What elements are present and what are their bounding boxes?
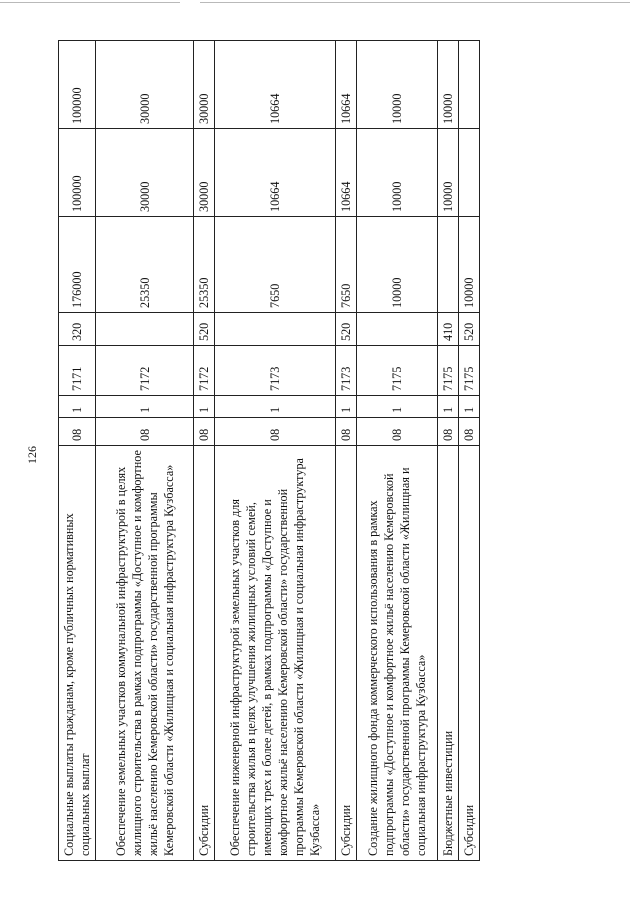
cell-subsection: 1 [194,396,215,418]
table-row [96,41,194,861]
cell-target-article: 7173 [336,346,357,396]
cell-section: 08 [357,418,438,446]
cell-amount-1: 7650 [336,217,357,313]
cell-amount-3: 10000 [357,41,438,129]
cell-amount-1: 10000 [357,217,438,313]
table-row [194,41,215,861]
cell-name: Субсидии [336,446,357,861]
cell-amount-2: 100000 [59,129,96,217]
cell-amount-3: 100000 [59,41,96,129]
cell-expense-type: 520 [336,313,357,346]
cell-expense-type [215,313,336,346]
table-row [215,41,336,861]
cell-section: 08 [96,418,194,446]
cell-amount-2: 10000 [438,129,459,217]
cell-name: Бюджетные инвестиции [438,446,459,861]
cell-amount-3: 10000 [438,41,459,129]
cell-name: Социальные выплаты гражданам, кроме публичных нормативных социальных выплат [59,446,96,861]
cell-amount-1: 25350 [194,217,215,313]
cell-amount-2 [459,129,480,217]
cell-amount-3: 10664 [215,41,336,129]
cell-subsection: 1 [59,396,96,418]
cell-subsection: 1 [215,396,336,418]
cell-expense-type [96,313,194,346]
cell-section: 08 [459,418,480,446]
cell-subsection: 1 [96,396,194,418]
table-row [357,41,438,861]
cell-section: 08 [59,418,96,446]
cell-expense-type: 320 [59,313,96,346]
cell-amount-3 [459,41,480,129]
cell-target-article: 7173 [215,346,336,396]
cell-target-article: 7175 [357,346,438,396]
cell-target-article: 7171 [59,346,96,396]
cell-amount-3: 30000 [96,41,194,129]
cell-name: Обеспечение земельных участков коммунальной инфраструктурой в целях жилищного строительства в рамках подпрограммы «Доступное и комфортное жильё населению Кемеровской области» государственной программы Кемеровской области «Жилищная и социальная инфраструктура Кузбасса» [96,446,194,861]
cell-section: 08 [215,418,336,446]
table-row [336,41,357,861]
cell-section: 08 [438,418,459,446]
cell-name: Создание жилищного фонда коммерческого использования в рамках подпрограммы «Доступное и комфортное жильё населению Кемеровской области» государственной программы Кемеровской области «Жилищная и социальная инфраструктура Кузбасса» [357,446,438,861]
cell-amount-2: 30000 [194,129,215,217]
cell-name: Обеспечение инженерной инфраструктурой земельных участков для строительства жилья в целях улучшения жилищных условий семей, имеющих трех и более детей, в рамках подпрограммы «Доступное и комфортное жильё населению Кемеровской области» государственной программы Кемеровской области «Жилищная и социальная инфраструктура Кузбасса» [215,446,336,861]
cell-amount-1: 7650 [215,217,336,313]
cell-expense-type: 520 [194,313,215,346]
cell-amount-2: 10000 [357,129,438,217]
cell-name: Субсидии [194,446,215,861]
table-row [459,41,480,861]
cell-name: Субсидии [459,446,480,861]
cell-amount-1: 25350 [96,217,194,313]
cell-target-article: 7175 [459,346,480,396]
cell-expense-type: 520 [459,313,480,346]
cell-amount-1: 10000 [459,217,480,313]
page-number: 126 [25,446,39,464]
cell-amount-2: 10664 [336,129,357,217]
table-row [438,41,459,861]
table-row [59,41,96,861]
cell-expense-type: 410 [438,313,459,346]
cell-section: 08 [194,418,215,446]
cell-subsection: 1 [459,396,480,418]
cell-target-article: 7175 [438,346,459,396]
cell-subsection: 1 [438,396,459,418]
cell-amount-1: 176000 [59,217,96,313]
cell-amount-3: 30000 [194,41,215,129]
cell-amount-3: 10664 [336,41,357,129]
cell-target-article: 7172 [194,346,215,396]
cell-amount-2: 30000 [96,129,194,217]
cell-subsection: 1 [357,396,438,418]
cell-target-article: 7172 [96,346,194,396]
budget-table [58,40,480,861]
cell-section: 08 [336,418,357,446]
cell-amount-1 [438,217,459,313]
cell-expense-type [357,313,438,346]
cell-subsection: 1 [336,396,357,418]
cell-amount-2: 10664 [215,129,336,217]
rotated-table [58,41,497,861]
